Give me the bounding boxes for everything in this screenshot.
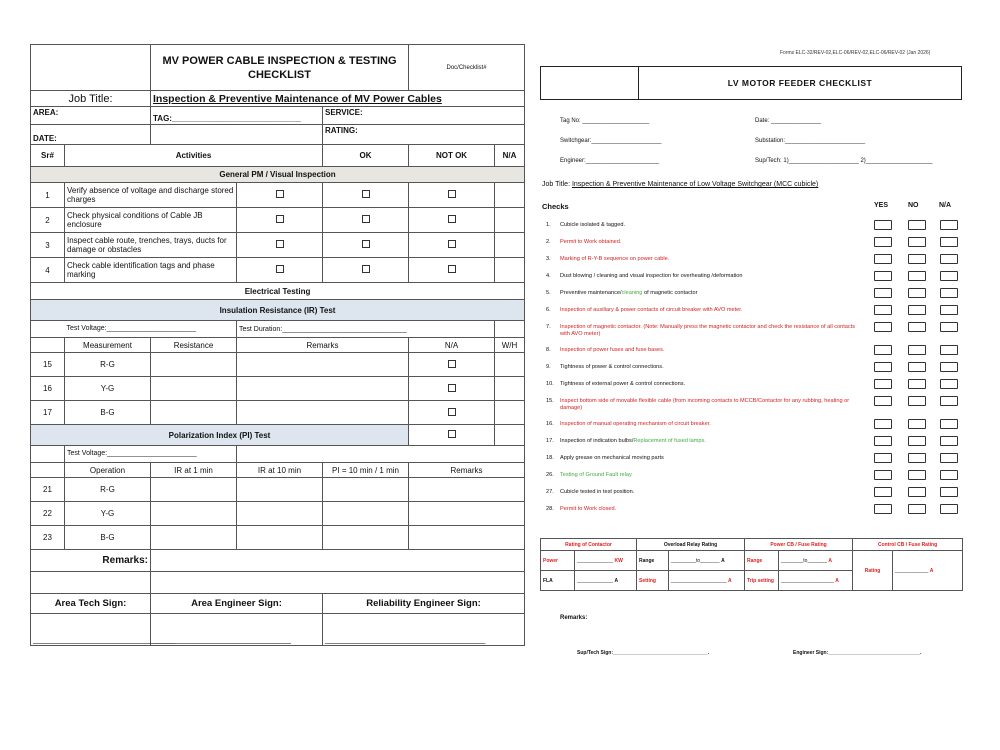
ir-header-wh: W/H — [495, 338, 525, 353]
item-text-part: Cubicle tested in test position. — [560, 489, 635, 495]
a-label-6: A — [835, 577, 839, 584]
ir-header-measurement: Measurement — [65, 338, 151, 353]
no-checkbox[interactable] — [908, 487, 926, 497]
no-checkbox[interactable] — [908, 254, 926, 264]
not-ok-checkbox[interactable] — [323, 233, 409, 258]
item-text — [560, 273, 743, 280]
ir1-cell[interactable] — [151, 502, 237, 526]
range-field-2[interactable]: ________to_______ A — [779, 551, 853, 571]
yes-checkbox[interactable] — [874, 271, 892, 281]
a-label-3: A — [614, 577, 619, 584]
mv-title: MV POWER CABLE INSPECTION & TESTING CHECKLIST — [151, 45, 409, 91]
row-activity: Verify absence of voltage and discharge stored charges — [65, 183, 237, 208]
job-title-value: Inspection & Preventive Maintenance of MV Power Cables — [151, 91, 525, 107]
item-text-part: Marking of R-Y-B sequence on power cable. — [560, 256, 670, 262]
rating-field[interactable]: ____________ A — [893, 551, 963, 591]
ok-checkbox[interactable] — [237, 183, 323, 208]
no-checkbox[interactable] — [908, 288, 926, 298]
range-label-2: Range — [745, 551, 779, 571]
setting-field[interactable]: ____________________ A — [669, 571, 745, 591]
no-checkbox[interactable] — [908, 345, 926, 355]
pi-cell[interactable] — [323, 478, 409, 502]
no-checkbox[interactable] — [908, 305, 926, 315]
mv-cable-checklist — [30, 44, 524, 646]
item-number: 18. — [546, 455, 554, 461]
wh-cell[interactable] — [495, 258, 525, 283]
item-number: 1. — [546, 222, 551, 228]
table-row — [31, 208, 525, 233]
item-text — [560, 324, 864, 338]
logo-cell — [541, 67, 639, 99]
item-text-part: Inspection of indication bulbs/ — [560, 438, 634, 444]
no-checkbox[interactable] — [908, 322, 926, 332]
table-row — [31, 502, 525, 526]
substation-label: Substation: — [755, 138, 786, 144]
resistance-cell[interactable] — [151, 377, 237, 401]
item-text-part: Inspection of magnetic contactor. (Note: Manually press the magnetic contactor and check the resistance of all contacts with AVO meter) — [560, 324, 856, 337]
ir-header-remarks: Remarks — [237, 338, 409, 353]
ir1-cell[interactable] — [151, 478, 237, 502]
service-label: SERVICE: — [323, 107, 525, 125]
list-item — [546, 273, 864, 280]
yes-checkbox[interactable] — [874, 419, 892, 429]
area-engineer-sign-field[interactable]: _______________________________ — [151, 614, 323, 646]
no-checkbox[interactable] — [908, 220, 926, 230]
table-row — [31, 526, 525, 550]
not-ok-checkbox[interactable] — [323, 183, 409, 208]
item-text-part: cleaning — [621, 290, 643, 296]
header-sr: Sr# — [31, 145, 65, 167]
wh-cell[interactable] — [495, 233, 525, 258]
ir1-cell[interactable] — [151, 526, 237, 550]
item-text — [560, 290, 697, 297]
power-label: Power — [541, 551, 575, 571]
table-row — [31, 377, 525, 401]
no-checkbox[interactable] — [908, 237, 926, 247]
blank-cell — [151, 125, 323, 145]
engineer-label: Engineer: — [560, 158, 586, 164]
yes-checkbox[interactable] — [874, 237, 892, 247]
item-text-part: Inspection of manual operating mechanism of circuit breaker. — [560, 421, 711, 427]
list-item — [546, 421, 864, 428]
item-number: 6. — [546, 307, 551, 313]
na-checkbox[interactable] — [409, 401, 495, 425]
item-text — [560, 455, 664, 462]
yes-checkbox[interactable] — [874, 322, 892, 332]
item-text — [560, 347, 664, 354]
ir-test-duration-field[interactable]: Test Duration:________________________________ — [237, 321, 495, 338]
item-text-part: Permit to Work obtained. — [560, 239, 622, 245]
remarks-cell[interactable] — [237, 353, 409, 377]
item-text — [560, 256, 669, 263]
na-checkbox[interactable] — [940, 288, 958, 298]
switchgear-label: Switchgear: — [560, 138, 592, 144]
area-engineer-sign: Area Engineer Sign: — [151, 594, 323, 614]
item-text-part: Cubicle isolated & tagged. — [560, 222, 625, 228]
na-checkbox[interactable] — [940, 436, 958, 446]
na-checkbox[interactable] — [940, 305, 958, 315]
ir-test-voltage-label: Test Voltage: — [66, 325, 107, 332]
table-row — [31, 233, 525, 258]
not-ok-checkbox[interactable] — [323, 208, 409, 233]
row-activity: Check cable identification tags and phase marking — [65, 258, 237, 283]
list-item — [546, 398, 864, 412]
rating-contactor-header: Rating of Contactor — [541, 539, 637, 551]
header-ok: OK — [323, 145, 409, 167]
switchgear-field[interactable]: Switchgear:_____________________ — [560, 138, 662, 144]
item-text — [560, 307, 742, 314]
suptech-sign-field[interactable]: Sup/Tech Sign:__________________________________. — [577, 650, 709, 656]
yes-checkbox[interactable] — [874, 379, 892, 389]
list-item — [546, 455, 864, 462]
yes-checkbox[interactable] — [874, 254, 892, 264]
pi-cell[interactable] — [323, 502, 409, 526]
remarks-label: Remarks: — [31, 550, 151, 572]
ok-checkbox[interactable] — [237, 233, 323, 258]
yes-checkbox[interactable] — [874, 345, 892, 355]
wh-cell[interactable] — [495, 401, 525, 425]
table-row — [31, 183, 525, 208]
list-item — [546, 324, 864, 338]
area-tech-sign-field[interactable]: ________________________________ — [31, 614, 151, 646]
wh-cell[interactable] — [495, 208, 525, 233]
section-ir: Insulation Resistance (IR) Test — [31, 300, 525, 321]
na-checkbox[interactable] — [409, 258, 495, 283]
yes-checkbox[interactable] — [874, 436, 892, 446]
item-text — [560, 381, 685, 388]
item-text-part: Dust blowing / cleaning and visual inspection for overheating /deformation — [560, 273, 743, 279]
pi-na-checkbox[interactable] — [409, 425, 495, 446]
yes-checkbox[interactable] — [874, 487, 892, 497]
rating-label: RATING: — [323, 125, 525, 145]
list-item — [546, 307, 864, 314]
na-checkbox[interactable] — [940, 362, 958, 372]
wh-cell[interactable] — [495, 353, 525, 377]
item-text-part: Inspection of auxiliary & power contacts of circuit breaker with AVO meter. — [560, 307, 743, 313]
no-checkbox[interactable] — [908, 504, 926, 514]
suptech-sign-label: Sup/Tech Sign: — [577, 650, 614, 656]
fla-label: FLA — [541, 571, 575, 591]
item-number: 15. — [546, 398, 554, 404]
checks-label: Checks — [542, 202, 569, 211]
row-sr: 16 — [31, 377, 65, 401]
power-cb-header: Power CB / Fuse Rating — [745, 539, 853, 551]
pi-cell[interactable] — [323, 526, 409, 550]
col-no: NO — [908, 202, 919, 209]
yes-checkbox[interactable] — [874, 504, 892, 514]
item-text-part: Permit to Work closed. — [560, 506, 617, 512]
a-label-5: A — [929, 567, 934, 574]
item-text-part: of magnetic contactor — [642, 290, 698, 296]
section-general: General PM / Visual Inspection — [31, 167, 525, 183]
remarks-cell[interactable] — [409, 526, 525, 550]
trip-setting-field[interactable]: ___________________ A — [779, 571, 853, 591]
row-sr: 4 — [31, 258, 65, 283]
wh-cell[interactable] — [495, 377, 525, 401]
row-measurement: R-G — [65, 353, 151, 377]
date-label: Date: — [755, 118, 770, 124]
engineer-sign-field[interactable]: Engineer Sign:_________________________________. — [793, 650, 922, 656]
yes-checkbox[interactable] — [874, 220, 892, 230]
to-label-2: to — [803, 557, 808, 564]
section-pi: Polarization Index (PI) Test — [31, 425, 409, 446]
pi-header-ir10: IR at 10 min — [237, 463, 323, 478]
ir-test-duration-label: Test Duration: — [239, 325, 283, 333]
suptech-field[interactable]: Sup/Tech: 1)_____________________ 2)____________________ — [755, 158, 933, 164]
mv-checklist-table — [30, 44, 525, 646]
remarks-cell[interactable] — [409, 502, 525, 526]
item-text-part: Replacement of fused lamps. — [633, 438, 706, 444]
item-text — [560, 398, 864, 412]
item-text-part: Inspect bottom side of movable flexible cable (from incoming contacts to MCCB/Contactor for any rubbing, heating or damage) — [560, 398, 850, 411]
list-item — [546, 256, 864, 263]
ir-header-na: N/A — [409, 338, 495, 353]
list-item — [546, 381, 864, 388]
pi-header-operation: Operation — [65, 463, 151, 478]
suptech2-label: 2) — [860, 158, 866, 164]
no-checkbox[interactable] — [908, 470, 926, 480]
item-text — [560, 364, 664, 371]
item-number: 17. — [546, 438, 554, 444]
ir10-cell[interactable] — [237, 478, 323, 502]
table-row — [31, 258, 525, 283]
logo-cell — [31, 45, 151, 91]
list-item — [546, 506, 864, 513]
item-number: 9. — [546, 364, 551, 370]
na-checkbox[interactable] — [940, 419, 958, 429]
table-row — [31, 353, 525, 377]
control-cb-header: Control CB / Fuse Rating — [853, 539, 963, 551]
to-label: to — [696, 557, 701, 564]
lv-motor-feeder-checklist — [540, 50, 962, 670]
engineer-sign-label: Engineer Sign: — [793, 650, 829, 656]
item-text-part: Preventive maintenance/ — [560, 290, 622, 296]
na-checkbox[interactable] — [940, 220, 958, 230]
item-number: 28. — [546, 506, 554, 512]
item-text-part: Tightness of power & control connections. — [560, 364, 664, 370]
remarks-cell[interactable] — [237, 377, 409, 401]
item-text-part: Tightness of external power & control connections. — [560, 381, 686, 387]
item-text — [560, 472, 632, 479]
no-checkbox[interactable] — [908, 419, 926, 429]
a-label-2: A — [828, 557, 832, 564]
item-text-part: Testing of Ground Fault relay — [560, 472, 632, 478]
doc-label: Doc/Checklist# — [409, 45, 525, 91]
na-checkbox[interactable] — [409, 208, 495, 233]
list-item — [546, 438, 864, 445]
na-checkbox[interactable] — [940, 504, 958, 514]
item-text — [560, 239, 621, 246]
lv-job-title-value: Inspection & Preventive Maintenance of Low Voltage Switchgear (MCC cubicle) — [571, 181, 819, 188]
na-checkbox[interactable] — [940, 453, 958, 463]
item-number: 16. — [546, 421, 554, 427]
no-checkbox[interactable] — [908, 379, 926, 389]
list-item — [546, 472, 864, 479]
item-number: 2. — [546, 239, 551, 245]
reliability-engineer-sign: Reliability Engineer Sign: — [323, 594, 525, 614]
item-number: 8. — [546, 347, 551, 353]
na-checkbox[interactable] — [940, 470, 958, 480]
item-number: 7. — [546, 324, 551, 330]
no-checkbox[interactable] — [908, 362, 926, 372]
header-na: N/A — [495, 145, 525, 167]
resistance-cell[interactable] — [151, 401, 237, 425]
pi-test-voltage-label: Test Voltage: — [67, 450, 108, 457]
yes-checkbox[interactable] — [874, 453, 892, 463]
remarks-cell[interactable] — [237, 401, 409, 425]
item-number: 26. — [546, 472, 554, 478]
row-sr: 1 — [31, 183, 65, 208]
list-item — [546, 239, 864, 246]
suptech-label: Sup/Tech: 1) — [755, 158, 789, 164]
pi-header-pi: PI = 10 min / 1 min — [323, 463, 409, 478]
no-checkbox[interactable] — [908, 271, 926, 281]
no-checkbox[interactable] — [908, 436, 926, 446]
tag-no-label: Tag No: — [560, 118, 581, 124]
substation-field[interactable]: Substation:________________________ — [755, 138, 866, 144]
na-checkbox[interactable] — [940, 396, 958, 406]
ok-checkbox[interactable] — [237, 208, 323, 233]
job-title-label: Job Title: — [31, 91, 151, 107]
reliability-engineer-sign-field[interactable]: ____________________________________ — [323, 614, 525, 646]
item-number: 10. — [546, 381, 554, 387]
row-operation: R-G — [65, 478, 151, 502]
row-sr: 21 — [31, 478, 65, 502]
na-checkbox[interactable] — [409, 183, 495, 208]
item-text-part: Apply grease on mechanical moving parts — [560, 455, 664, 461]
date-field[interactable]: Date: _______________ — [755, 118, 822, 124]
pi-test-voltage-field[interactable]: Test Voltage:_______________________ — [65, 446, 237, 463]
remarks-cell[interactable] — [409, 478, 525, 502]
row-measurement: Y-G — [65, 377, 151, 401]
section-electrical: Electrical Testing — [31, 283, 525, 300]
item-text — [560, 438, 706, 445]
item-text — [560, 222, 625, 229]
row-sr: 23 — [31, 526, 65, 550]
rating-label: Rating — [853, 551, 893, 591]
na-checkbox[interactable] — [940, 345, 958, 355]
list-item — [546, 364, 864, 371]
table-row — [31, 401, 525, 425]
ok-checkbox[interactable] — [237, 258, 323, 283]
na-checkbox[interactable] — [940, 271, 958, 281]
a-label-4: A — [728, 577, 732, 584]
col-yes: YES — [874, 202, 889, 209]
area-label: AREA: — [31, 107, 151, 125]
ir-test-voltage-field[interactable]: Test Voltage:_______________________ — [65, 321, 237, 338]
tag-field[interactable]: TAG:_____________________________ — [151, 107, 323, 125]
lv-title-box — [540, 66, 962, 100]
trip-setting-label: Trip setting — [745, 571, 779, 591]
pi-header-ir1: IR at 1 min — [151, 463, 237, 478]
rating-table — [540, 538, 963, 591]
col-na: N/A — [939, 202, 952, 209]
a-label: A — [721, 557, 725, 564]
lv-title: LV MOTOR FEEDER CHECKLIST — [727, 78, 873, 88]
list-item — [546, 347, 864, 354]
row-operation: Y-G — [65, 502, 151, 526]
item-text-part: Inspection of power fuses and fuse bases. — [560, 347, 665, 353]
row-sr: 3 — [31, 233, 65, 258]
no-checkbox[interactable] — [908, 453, 926, 463]
na-checkbox[interactable] — [940, 254, 958, 264]
list-item — [546, 290, 864, 297]
not-ok-checkbox[interactable] — [323, 258, 409, 283]
item-text — [560, 421, 711, 428]
header-activities: Activities — [65, 145, 323, 167]
no-checkbox[interactable] — [908, 396, 926, 406]
item-text — [560, 506, 616, 513]
yes-checkbox[interactable] — [874, 396, 892, 406]
resistance-cell[interactable] — [151, 353, 237, 377]
row-operation: B-G — [65, 526, 151, 550]
ir-header-resistance: Resistance — [151, 338, 237, 353]
item-number: 3. — [546, 256, 551, 262]
item-number: 5. — [546, 290, 551, 296]
list-item — [546, 489, 864, 496]
remarks-field[interactable] — [151, 550, 525, 572]
lv-job-title-label: Job Title: — [542, 181, 571, 188]
na-checkbox[interactable] — [409, 377, 495, 401]
row-activity: Check physical conditions of Cable JB enclosure — [65, 208, 237, 233]
form-number: Forms ELC-32/REV-02,ELC-06/REV-02,ELC-06/REV-02 (Jan 2026) — [780, 50, 931, 56]
tag-label: TAG: — [153, 114, 172, 123]
row-sr: 15 — [31, 353, 65, 377]
power-kw-field[interactable]: _____________ KW — [575, 551, 637, 571]
range-field[interactable]: _________to_______ A — [669, 551, 745, 571]
lv-job-title — [542, 181, 818, 188]
lv-remarks-label: Remarks: — [560, 615, 588, 621]
na-checkbox[interactable] — [409, 353, 495, 377]
yes-checkbox[interactable] — [874, 470, 892, 480]
item-text — [560, 489, 634, 496]
na-checkbox[interactable] — [940, 322, 958, 332]
table-row — [31, 478, 525, 502]
setting-label: Setting — [637, 571, 669, 591]
row-sr: 22 — [31, 502, 65, 526]
row-measurement: B-G — [65, 401, 151, 425]
row-sr: 2 — [31, 208, 65, 233]
na-checkbox[interactable] — [409, 233, 495, 258]
list-item — [546, 222, 864, 229]
item-number: 4. — [546, 273, 551, 279]
tag-no-field[interactable]: Tag No: ____________________ — [560, 118, 650, 124]
yes-checkbox[interactable] — [874, 362, 892, 372]
item-number: 27. — [546, 489, 554, 495]
header-not-ok: NOT OK — [409, 145, 495, 167]
ir10-cell[interactable] — [237, 502, 323, 526]
yes-checkbox[interactable] — [874, 305, 892, 315]
wh-cell[interactable] — [495, 183, 525, 208]
range-label: Range — [637, 551, 669, 571]
date-label: DATE: — [31, 125, 151, 145]
overload-relay-header: Overload Relay Rating — [637, 539, 745, 551]
fla-field[interactable]: _____________ A — [575, 571, 637, 591]
row-activity: Inspect cable route, trenches, trays, ducts for damage or obstacles — [65, 233, 237, 258]
na-checkbox[interactable] — [940, 379, 958, 389]
kw-label: KW — [614, 557, 623, 564]
na-checkbox[interactable] — [940, 237, 958, 247]
na-checkbox[interactable] — [940, 487, 958, 497]
yes-checkbox[interactable] — [874, 288, 892, 298]
pi-header-remarks: Remarks — [409, 463, 525, 478]
engineer-field[interactable]: Engineer:______________________ — [560, 158, 660, 164]
row-sr: 17 — [31, 401, 65, 425]
area-tech-sign: Area Tech Sign: — [31, 594, 151, 614]
ir10-cell[interactable] — [237, 526, 323, 550]
